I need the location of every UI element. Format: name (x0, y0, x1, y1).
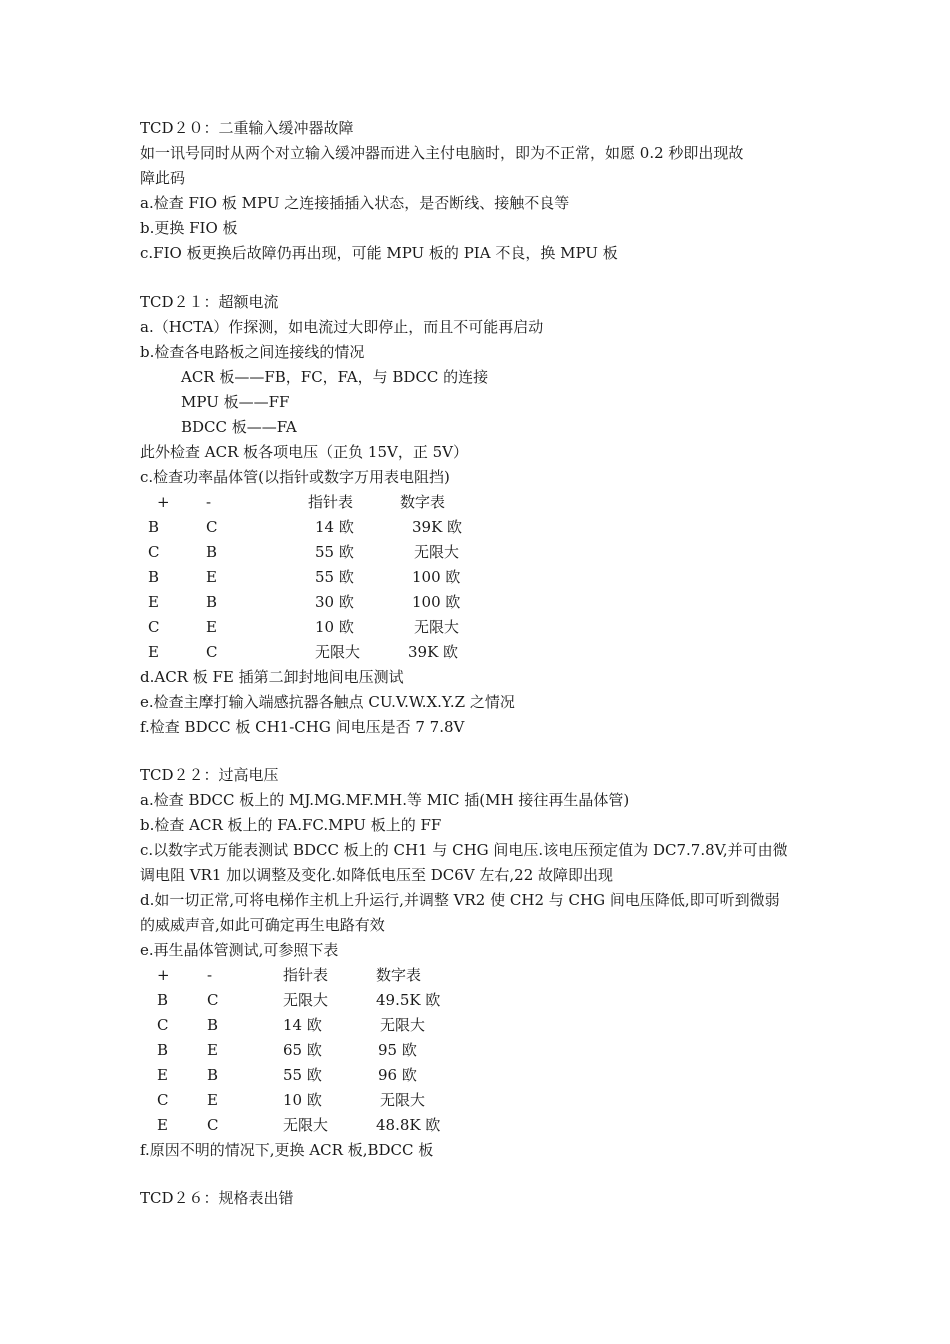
paragraph-line: f.原因不明的情况下,更换 ACR 板,BDCC 板 (140, 1141, 434, 1159)
table-cell: 无限大 (283, 1116, 329, 1134)
paragraph-line: a.（HCTA）作探测，如电流过大即停止，而且不可能再启动 (140, 318, 544, 336)
section-tcd26 (140, 1186, 820, 1211)
table-cell: C (206, 518, 218, 536)
table-cell: C (157, 1091, 169, 1109)
table-cell: 无限大 (283, 991, 329, 1009)
table-cell: 39K 欧 (412, 518, 463, 536)
table-header-cell: 指针表 (308, 493, 354, 511)
table-cell: B (206, 543, 218, 561)
table-cell: 无限大 (315, 643, 361, 661)
section-title: TCD２０：二重输入缓冲器故障 (140, 119, 354, 137)
table-row (140, 565, 820, 590)
table-cell: 95 欧 (378, 1041, 417, 1059)
table-row (140, 1038, 820, 1063)
paragraph-line: b.检查 ACR 板上的 FA.FC.MPU 板上的 FF (140, 816, 442, 834)
table-row (140, 590, 820, 615)
indented-line: BDCC 板——FA (181, 418, 297, 436)
table-cell: 无限大 (414, 618, 460, 636)
table-cell: E (206, 568, 217, 586)
table-cell: 无限大 (380, 1091, 426, 1109)
table-cell: 55 欧 (315, 568, 354, 586)
table-header-cell: - (206, 493, 212, 511)
section-title: TCD２１：超额电流 (140, 293, 279, 311)
table-cell: 100 欧 (412, 568, 461, 586)
table-row (140, 640, 820, 665)
paragraph-line: c.FIO 板更换后故障仍再出现，可能 MPU 板的 PIA 不良，换 MPU 板 (140, 244, 618, 262)
table-row (140, 1088, 820, 1113)
table-cell: 无限大 (414, 543, 460, 561)
table-cell: 10 欧 (315, 618, 354, 636)
table-cell: 55 欧 (315, 543, 354, 561)
paragraph-line: e.检查主摩打输入端感抗器各触点 CU.V.W.X.Y.Z 之情况 (140, 693, 515, 711)
paragraph-line: d.ACR 板 FE 插第二卸封地间电压测试 (140, 668, 404, 686)
paragraph-line: 此外检查 ACR 板各项电压（正负 15V，正 5V） (140, 443, 468, 461)
indented-line: ACR 板——FB，FC，FA，与 BDCC 的连接 (181, 368, 489, 386)
table-header-cell: 数字表 (400, 493, 446, 511)
table-cell: E (148, 593, 159, 611)
paragraph-line: c.检查功率晶体管(以指针或数字万用表电阻挡) (140, 468, 450, 486)
table-cell: 65 欧 (283, 1041, 322, 1059)
table-cell: C (148, 618, 160, 636)
table-cell: 30 欧 (315, 593, 354, 611)
table-cell: C (207, 991, 219, 1009)
paragraph-line: a.检查 FIO 板 MPU 之连接插插入状态，是否断线、接触不良等 (140, 194, 570, 212)
paragraph-line: a.检查 BDCC 板上的 MJ.MG.MF.MH.等 MIC 插(MH 接往再生晶体管) (140, 791, 630, 809)
table-header-row (140, 490, 820, 515)
table-row (140, 1113, 820, 1138)
paragraph-line: 的威威声音,如此可确定再生电路有效 (140, 916, 385, 934)
table-row (140, 1013, 820, 1038)
table-header-cell: - (207, 966, 213, 984)
table-cell: E (206, 618, 217, 636)
paragraph-line: e.再生晶体管测试,可参照下表 (140, 941, 339, 959)
table-row (140, 988, 820, 1013)
table-header-cell: 数字表 (376, 966, 422, 984)
transistor-test-table (140, 490, 820, 665)
table-cell: B (206, 593, 218, 611)
table-header-cell: 指针表 (283, 966, 329, 984)
table-cell: 14 欧 (283, 1016, 322, 1034)
table-cell: C (157, 1016, 169, 1034)
paragraph-line: b.检查各电路板之间连接线的情况 (140, 343, 365, 361)
paragraph-line: 调电阻 VR1 加以调整及变化.如降低电压至 DC6V 左右,22 故障即出现 (140, 866, 614, 884)
table-cell: 39K 欧 (408, 643, 459, 661)
table-cell: B (148, 568, 160, 586)
table-cell: E (148, 643, 159, 661)
paragraph-line: c.以数字式万能表测试 BDCC 板上的 CH1 与 CHG 间电压.该电压预定值为 DC7.7.8V,并可由微 (140, 841, 788, 859)
table-header-cell: + (157, 493, 170, 511)
section-tcd21 (140, 290, 820, 740)
table-cell: 55 欧 (283, 1066, 322, 1084)
table-header-cell: + (157, 966, 170, 984)
table-cell: E (207, 1091, 218, 1109)
table-cell: C (148, 543, 160, 561)
table-cell: E (207, 1041, 218, 1059)
table-row (140, 615, 820, 640)
paragraph-line: 障此码 (140, 169, 186, 187)
table-row (140, 515, 820, 540)
table-row (140, 1063, 820, 1088)
table-cell: C (206, 643, 218, 661)
table-cell: 96 欧 (378, 1066, 417, 1084)
indented-line: MPU 板——FF (181, 393, 290, 411)
table-cell: 无限大 (380, 1016, 426, 1034)
table-cell: B (207, 1066, 219, 1084)
table-cell: 10 欧 (283, 1091, 322, 1109)
section-title: TCD２６：规格表出错 (140, 1189, 294, 1207)
table-cell: E (157, 1116, 168, 1134)
paragraph-line: b.更换 FIO 板 (140, 219, 238, 237)
table-cell: E (157, 1066, 168, 1084)
regen-transistor-test-table (140, 963, 820, 1138)
section-tcd22 (140, 763, 820, 1163)
section-tcd20 (140, 116, 820, 266)
paragraph-line: 如一讯号同时从两个对立输入缓冲器而进入主付电脑时，即为不正常，如愿 0.2 秒即出现故 (140, 144, 744, 162)
table-row (140, 540, 820, 565)
table-cell: B (207, 1016, 219, 1034)
section-title: TCD２２：过高电压 (140, 766, 279, 784)
table-cell: 48.8K 欧 (376, 1116, 441, 1134)
table-cell: B (157, 1041, 169, 1059)
table-cell: 14 欧 (315, 518, 354, 536)
table-cell: B (157, 991, 169, 1009)
paragraph-line: f.检查 BDCC 板 CH1-CHG 间电压是否 7 7.8V (140, 718, 465, 736)
table-cell: C (207, 1116, 219, 1134)
table-header-row (140, 963, 820, 988)
table-cell: B (148, 518, 160, 536)
table-cell: 100 欧 (412, 593, 461, 611)
table-cell: 49.5K 欧 (376, 991, 441, 1009)
paragraph-line: d.如一切正常,可将电梯作主机上升运行,并调整 VR2 使 CH2 与 CHG 间电压降低,即可听到微弱 (140, 891, 780, 909)
